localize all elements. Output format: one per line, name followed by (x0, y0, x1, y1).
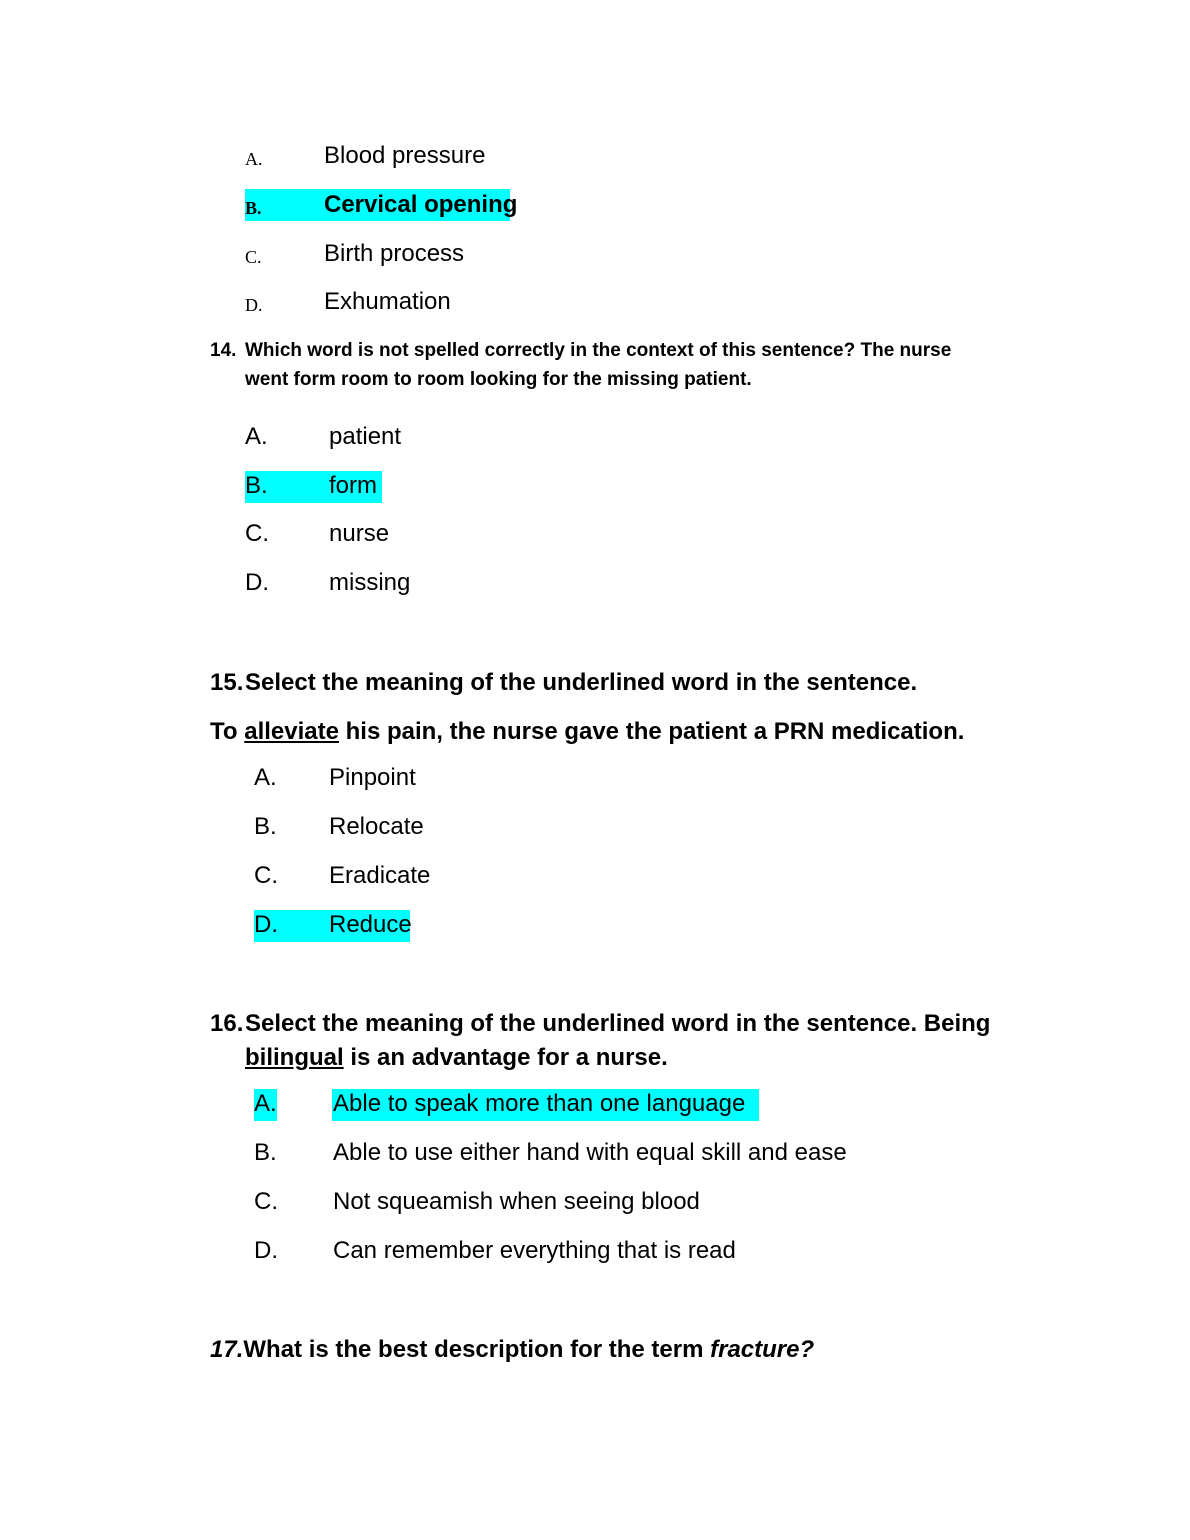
q13-option-d-letter: D. (245, 295, 263, 315)
q14-question-line2: went form room to room looking for the missing patient. (245, 369, 752, 390)
q17-number: 17. (210, 1336, 244, 1363)
q16-option-d-letter: D. (254, 1237, 278, 1264)
q16-option-a-letter: A. (254, 1090, 277, 1117)
q13-option-a-text: Blood pressure (324, 142, 486, 169)
q13-option-c-text: Birth process (324, 240, 465, 267)
q16-number: 16. (210, 1010, 244, 1037)
q14-option-c-text: nurse (329, 520, 390, 547)
q15-option-d-letter: D. (254, 911, 278, 938)
q15-sentence-after: his pain, the nurse gave the patient a PRN medication. (338, 718, 965, 745)
q16-option-a-text: Able to speak more than one language (333, 1090, 746, 1117)
q15-underlined-word: alleviate (244, 718, 339, 745)
q14-option-d-text: missing (329, 569, 411, 596)
q13-option-c-letter: C. (245, 247, 262, 267)
q17-question-text: What is the best description for the term (243, 1336, 711, 1363)
q15-option-a-text: Pinpoint (329, 764, 416, 791)
q14-option-c-letter: C. (245, 520, 269, 547)
q17-term: fracture? (710, 1336, 815, 1363)
q16-option-b-letter: B. (254, 1139, 277, 1166)
q15-sentence-before: To (210, 718, 245, 745)
q15-option-d-text: Reduce (329, 911, 412, 938)
q14-number: 14. (210, 340, 237, 361)
q16-question-line1: Select the meaning of the underlined word in the sentence. Being (245, 1010, 991, 1037)
q14-option-b-text: form (329, 472, 377, 499)
q14-option-a-letter: A. (245, 423, 268, 450)
q15-option-c-letter: C. (254, 862, 278, 889)
q16-underlined-word: bilingual (245, 1044, 344, 1071)
q15-option-b-text: Relocate (329, 813, 424, 840)
q15-number: 15. (210, 669, 244, 696)
q16-option-c-text: Not squeamish when seeing blood (333, 1188, 700, 1215)
q13-option-d-text: Exhumation (324, 288, 451, 315)
q16-option-c-letter: C. (254, 1188, 278, 1215)
q14-option-b-letter: B. (245, 472, 268, 499)
q15-sentence (210, 715, 964, 749)
q13-option-a-letter: A. (245, 149, 263, 169)
q16-option-d-text: Can remember everything that is read (333, 1237, 736, 1264)
q13-option-b-letter: B. (245, 198, 262, 218)
q15-option-c-text: Eradicate (329, 862, 431, 889)
q16-option-b-text: Able to use either hand with equal skill and ease (333, 1139, 847, 1166)
q14-option-a-text: patient (329, 423, 402, 450)
q14-question-line1: Which word is not spelled correctly in the context of this sentence? The nurse (245, 340, 952, 361)
q13-option-b-text: Cervical opening (324, 191, 518, 218)
q15-option-b-letter: B. (254, 813, 277, 840)
q16-question-line2-after: is an advantage for a nurse. (343, 1044, 668, 1071)
q17-question (210, 1333, 814, 1367)
q15-question: Select the meaning of the underlined word in the sentence. (245, 669, 918, 696)
q14-option-d-letter: D. (245, 569, 269, 596)
q15-option-a-letter: A. (254, 764, 277, 791)
q16-question-line2 (245, 1041, 668, 1075)
